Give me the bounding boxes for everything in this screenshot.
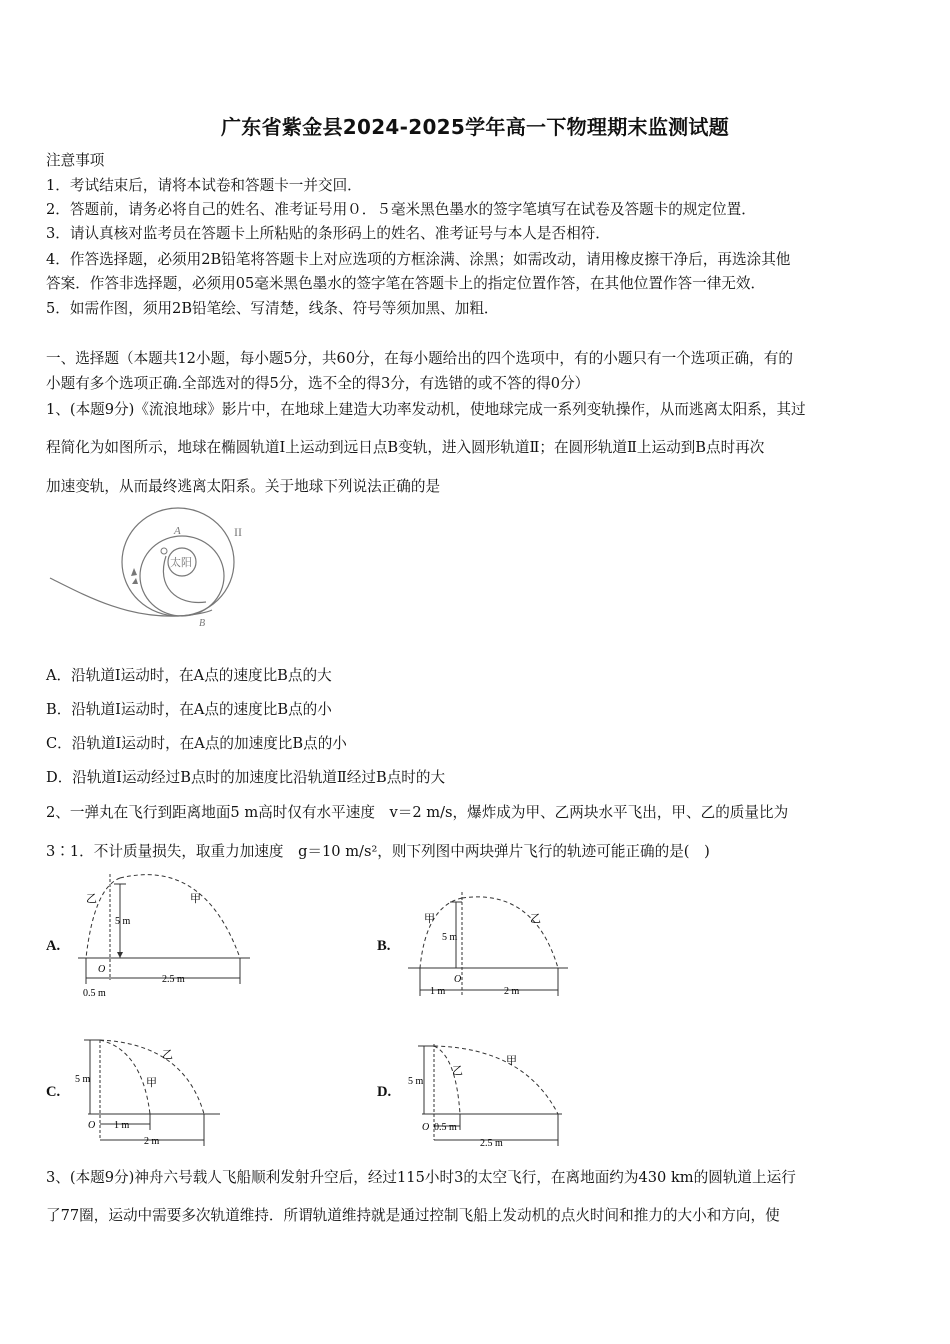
q1-option-d: D．沿轨道Ⅰ运动经过B点时的加速度比沿轨道Ⅱ经过B点时的大 [46, 769, 446, 786]
yi-label: 乙 [162, 1049, 173, 1061]
sun-label: 太阳 [170, 557, 192, 569]
origin-label: O [98, 964, 106, 975]
left-dist-label: 0.5 m [83, 988, 106, 999]
origin-label: O [454, 974, 462, 985]
notice-item: 3．请认真核对监考员在答题卡上所粘贴的条形码上的姓名、准考证号与本人是否相符． [46, 225, 610, 242]
direction-arrow [132, 578, 138, 584]
q2-figure-c [74, 1034, 224, 1150]
q1-option-a: A．沿轨道Ⅰ运动时，在A点的速度比B点的大 [46, 667, 332, 684]
orbit-ii-label: II [234, 525, 242, 539]
orbit-figure [46, 506, 266, 641]
notice-heading: 注意事项 [46, 152, 105, 169]
direction-arrow [131, 568, 137, 576]
q1-stem: 1、(本题9分)《流浪地球》影片中，在地球上建造大功率发动机，使地球完成一系列变轨操作，从而逃离太阳系，其过 [46, 401, 806, 418]
notice-item: 2．答题前，请务必将自己的姓名、准考证号用０．５毫米黑色墨水的签字笔填写在试卷及答题卡的规定位置． [46, 201, 756, 218]
trajectory-yi [462, 897, 558, 968]
q3-stem: 了77圈，运动中需要多次轨道维持．所谓轨道维持就是通过控制飞船上发动机的点火时间和推力的大小和方向，使 [46, 1207, 780, 1224]
q2-figure-d [404, 1034, 566, 1150]
arrow-head [117, 952, 123, 958]
jia-label: 甲 [146, 1077, 157, 1089]
q2-figure-c-label: C. [46, 1084, 61, 1100]
q1-stem: 程简化为如图所示，地球在椭圆轨道Ⅰ上运动到远日点B变轨，进入圆形轨道Ⅱ；在圆形轨道Ⅱ上运动到B点时再次 [46, 439, 765, 456]
height-label: 5 m [408, 1076, 424, 1087]
notice-item: 5．如需作图，须用2B铅笔绘、写清楚，线条、符号等须加黑、加粗． [46, 300, 499, 317]
q2-figure-a-label: A. [46, 938, 61, 954]
right-dist-label: 2.5 m [162, 974, 185, 985]
jia-label: 甲 [190, 893, 201, 905]
q2-stem: 2、一弹丸在飞行到距离地面5 m高时仅有水平速度 v＝2 m/s，爆炸成为甲、乙两块水平飞出，甲、乙的质量比为 [46, 804, 789, 821]
section-heading-cont: 小题有多个选项正确.全部选对的得5分，选不全的得3分，有选错的或不答的得0分） [46, 375, 590, 392]
point-a-marker [161, 548, 167, 554]
origin-label: O [88, 1120, 96, 1131]
yi-label: 乙 [86, 893, 97, 905]
q2-figure-d-label: D. [377, 1084, 392, 1100]
far-dist-label: 2 m [144, 1136, 160, 1147]
near-dist-label: 1 m [114, 1120, 130, 1131]
trajectory-jia [120, 875, 240, 958]
right-dist-label: 2 m [504, 986, 520, 997]
height-label: 5 m [442, 932, 458, 943]
trajectory-yi [434, 1046, 460, 1114]
height-label: 5 m [75, 1074, 91, 1085]
notice-item: 4．作答选择题，必须用2B铅笔将答题卡上对应选项的方框涂满、涂黑；如需改动，请用橡皮擦干净后，再选涂其他 [46, 251, 791, 268]
section-heading: 一、选择题（本题共12小题，每小题5分，共60分，在每小题给出的四个选项中，有的小题只有一个选项正确，有的 [46, 350, 793, 367]
q3-stem: 3、(本题9分)神舟六号载人飞船顺利发射升空后，经过115小时3的太空飞行，在离地面约为430 km的圆轨道上运行 [46, 1169, 796, 1186]
q2-figure-b-label: B. [377, 938, 391, 954]
yi-label: 乙 [530, 913, 541, 925]
q1-option-b: B．沿轨道Ⅰ运动时，在A点的速度比B点的小 [46, 701, 332, 718]
q2-stem: 3∶1．不计质量损失，取重力加速度 g＝10 m/s²，则下列图中两块弹片飞行的轨迹可能正确的是( ) [46, 843, 710, 860]
escape-trajectory [50, 578, 212, 616]
exam-title: 广东省紫金县2024-2025学年高一下物理期末监测试题 [220, 115, 730, 139]
yi-label: 乙 [452, 1065, 463, 1077]
jia-label: 甲 [506, 1055, 517, 1067]
point-b-label: B [199, 618, 206, 629]
notice-item: 答案．作答非选择题，必须用05毫米黑色墨水的签字笔在答题卡上的指定位置作答，在其他位置作答一律无效． [46, 275, 766, 292]
trajectory-jia [100, 1040, 150, 1114]
q1-option-c: C．沿轨道Ⅰ运动时，在A点的加速度比B点的小 [46, 735, 347, 752]
jia-label: 甲 [424, 913, 435, 925]
left-dist-label: 1 m [430, 986, 446, 997]
trajectory-jia [434, 1046, 558, 1114]
origin-label: O [422, 1122, 430, 1133]
q2-figure-b [404, 888, 572, 1000]
near-dist-label: 0.5 m [434, 1122, 457, 1133]
notice-item: 1．考试结束后，请将本试卷和答题卡一并交回． [46, 177, 362, 194]
q2-figure-a [74, 868, 254, 1000]
far-dist-label: 2.5 m [480, 1138, 503, 1149]
height-label: 5 m [115, 916, 131, 927]
point-a-label: A [174, 525, 181, 537]
q1-stem: 加速变轨，从而最终逃离太阳系。关于地球下列说法正确的是 [46, 478, 441, 495]
